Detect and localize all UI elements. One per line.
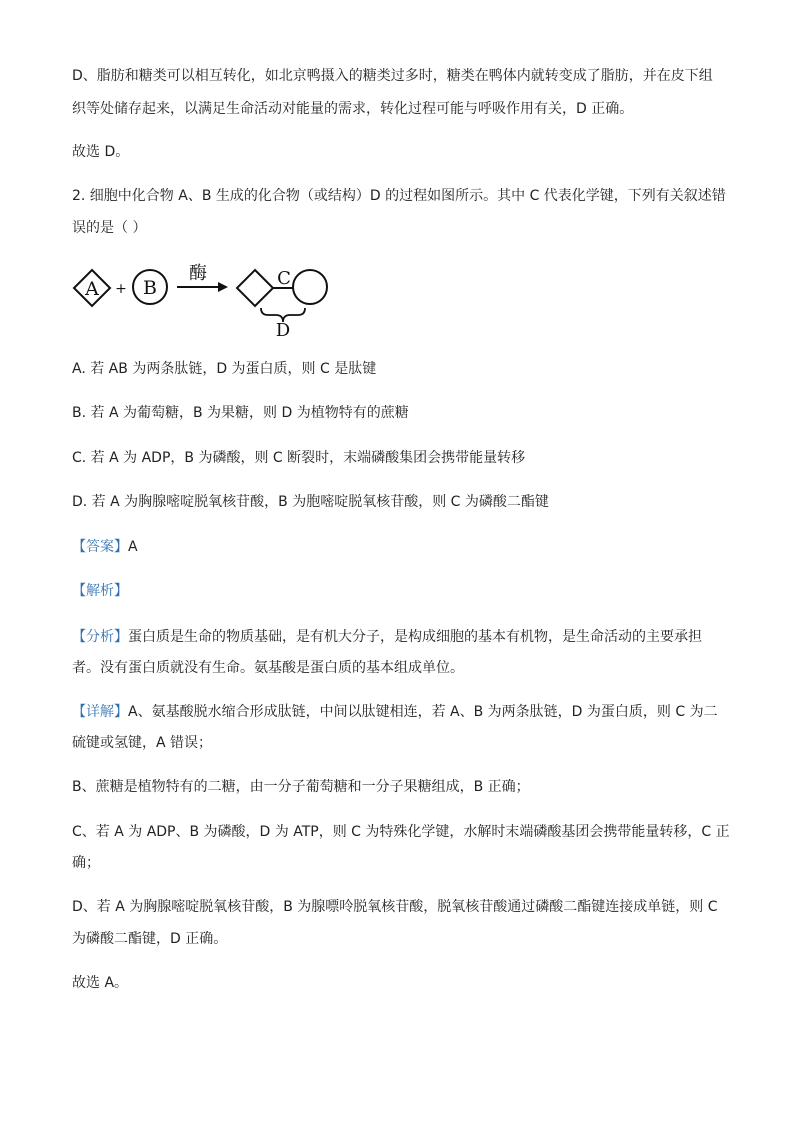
circle-product-shape xyxy=(293,270,327,304)
plus-sign: + xyxy=(115,281,127,297)
fenxi-line1 xyxy=(72,627,702,647)
enzyme-label: 酶 xyxy=(189,263,207,284)
fenxi-line2: 者。没有蛋白质就没有生命。氨基酸是蛋白质的基本组成单位。 xyxy=(72,660,464,676)
answer-line xyxy=(72,537,138,557)
reaction-arrow-head xyxy=(218,282,228,292)
xiangjie-d-line2: 为磷酸二酯键，D 正确。 xyxy=(72,931,228,947)
option-b: B. 若 A 为葡萄糖，B 为果糖，则 D 为植物特有的蔗糖 xyxy=(72,405,409,421)
analysis-tag: 【解析】 xyxy=(72,583,128,599)
diamond-product-shape xyxy=(237,270,273,306)
fenxi-text-line1: 蛋白质是生命的物质基础，是有机大分子，是构成细胞的基本有机物，是生命活动的主要承担 xyxy=(128,629,702,645)
option-a: A. 若 AB 为两条肽链，D 为蛋白质，则 C 是肽键 xyxy=(72,361,377,377)
xiangjie-c-line1: C、若 A 为 ADP、B 为磷酸，D 为 ATP，则 C 为特殊化学键，水解时末端磷酸基团会携带能量转移，C 正 xyxy=(72,824,730,840)
label-c: C xyxy=(277,268,291,289)
fenxi-tag: 【分析】 xyxy=(72,629,128,645)
xiangjie-tag: 【详解】 xyxy=(72,704,128,720)
label-d: D xyxy=(275,320,291,338)
xiangjie-c-line2: 确； xyxy=(72,855,100,871)
answer-tag: 【答案】 xyxy=(72,539,128,555)
label-b: B xyxy=(143,277,157,299)
question-stem-line1: 2. 细胞中化合物 A、B 生成的化合物（或结构）D 的过程如图所示。其中 C 代表化学键，下列有关叙述错 xyxy=(72,188,726,204)
analysis-heading xyxy=(72,581,128,601)
label-a: A xyxy=(85,278,99,300)
xiangjie-a-text-line1: A、氨基酸脱水缩合形成肽链，中间以肽键相连，若 A、B 为两条肽链，D 为蛋白质，则 C 为二 xyxy=(128,704,718,720)
answer-value: A xyxy=(128,539,138,555)
option-d: D. 若 A 为胸腺嘧啶脱氧核苷酸，B 为胞嘧啶脱氧核苷酸，则 C 为磷酸二酯键 xyxy=(72,494,549,510)
xiangjie-b-line: B、蔗糖是植物特有的二糖，由一分子葡萄糖和一分子果糖组成，B 正确； xyxy=(72,779,530,795)
xiangjie-d-line1: D、若 A 为胸腺嘧啶脱氧核苷酸，B 为腺嘌呤脱氧核苷酸，脱氧核苷酸通过磷酸二酯键连接成单链，则 C xyxy=(72,899,718,915)
question-stem-line2: 误的是（ ） xyxy=(72,220,147,236)
option-c: C. 若 A 为 ADP，B 为磷酸，则 C 断裂时，末端磷酸集团会携带能量转移 xyxy=(72,450,526,466)
xiangjie-a-line1 xyxy=(72,702,718,722)
analysis-conclusion: 故选 A。 xyxy=(72,975,129,991)
xiangjie-a-line2: 硫键或氢键，A 错误； xyxy=(72,735,213,751)
prev-conclusion: 故选 D。 xyxy=(72,144,130,160)
prev-option-d-line1: D、脂肪和糖类可以相互转化，如北京鸭摄入的糖类过多时，糖类在鸭体内就转变成了脂肪，并在皮下组 xyxy=(72,68,713,84)
reaction-diagram xyxy=(70,258,340,338)
prev-option-d-line2: 织等处储存起来，以满足生命活动对能量的需求，转化过程可能与呼吸作用有关，D 正确。 xyxy=(72,101,634,117)
